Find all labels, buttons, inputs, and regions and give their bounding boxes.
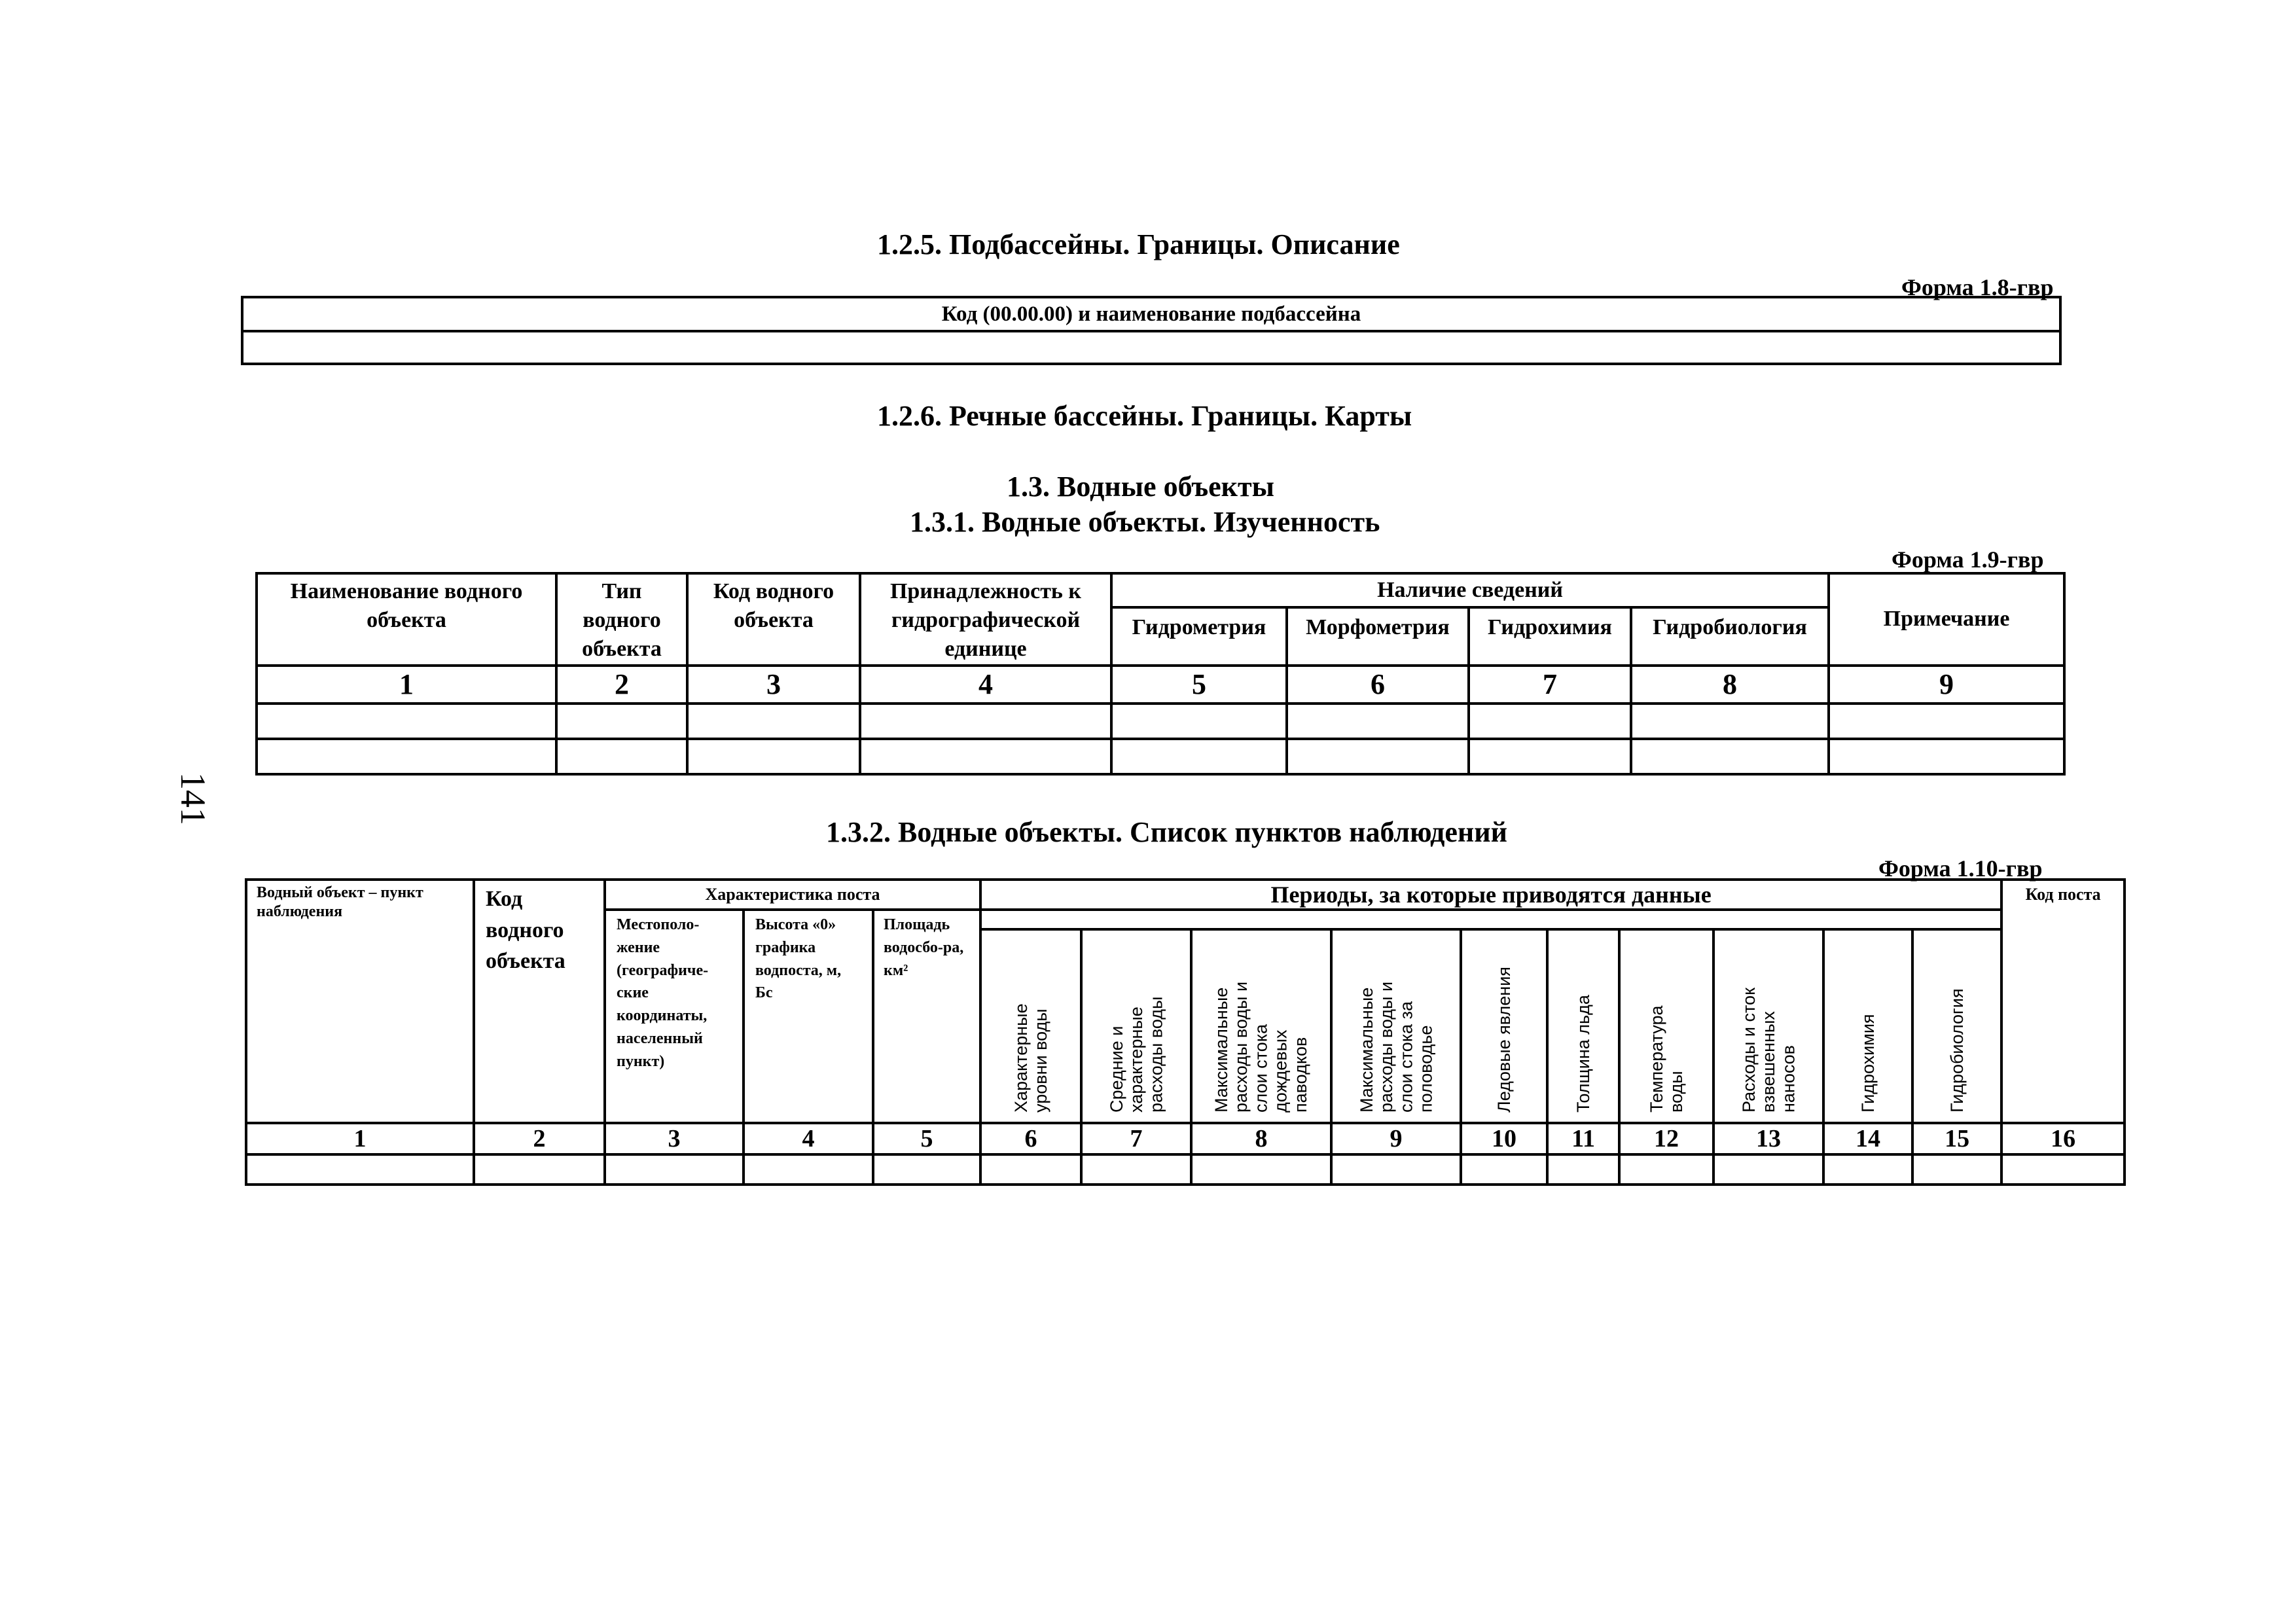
header-max-rain-floods: Максимальные расходы воды и слои стока дождевых паводков — [1211, 981, 1311, 1113]
header-ice-phenomena: Ледовые явления — [1494, 967, 1514, 1113]
column-number: 9 — [1829, 666, 2064, 704]
column-number: 2 — [556, 666, 687, 704]
column-number: 4 — [744, 1123, 873, 1154]
table-form-1-9 — [255, 572, 2066, 776]
table-row — [246, 1154, 2125, 1185]
header-avg-discharges: Средние и характерные расходы воды — [1106, 996, 1166, 1113]
header-post-code: Код поста — [2001, 880, 2125, 1123]
header-water-levels: Характерные уровни воды — [1011, 1003, 1051, 1113]
column-number: 4 — [860, 666, 1111, 704]
column-number: 7 — [1469, 666, 1631, 704]
column-number: 3 — [687, 666, 860, 704]
section-1-2-5-title: 1.2.5. Подбассейны. Границы. Описание — [877, 228, 1400, 260]
column-number: 11 — [1547, 1123, 1619, 1154]
section-1-3-1-title: 1.3.1. Водные объекты. Изученность — [910, 506, 1380, 538]
column-number: 8 — [1191, 1123, 1331, 1154]
header-availability: Наличие сведений — [1111, 573, 1829, 607]
header-max-spring-flood: Максимальные расходы воды и слои стока за половодье — [1356, 981, 1436, 1113]
header-ice-thickness: Толщина льда — [1573, 995, 1593, 1113]
column-number: 1 — [246, 1123, 474, 1154]
table-form-1-10 — [245, 878, 2126, 1186]
header-hydrobiology: Гидробиология — [1946, 988, 1967, 1113]
header-note: Примечание — [1829, 573, 2064, 666]
header-water-temperature: Температура воды — [1646, 1005, 1687, 1113]
table-row — [257, 704, 2064, 739]
column-number: 15 — [1912, 1123, 2001, 1154]
header-height: Высота «0» графика водпоста, м, Бс — [744, 910, 873, 1123]
header-subbasin-code-name: Код (00.00.00) и наименование подбассейна — [242, 297, 2060, 331]
column-number: 1 — [257, 666, 556, 704]
form-1-9-label: Форма 1.9-гвр — [1892, 546, 2044, 573]
header-location: Местополо-жение (географиче-ские координаты, населенный пункт) — [605, 910, 744, 1123]
column-number: 5 — [1111, 666, 1287, 704]
header-hydrobiology: Гидробиология — [1631, 607, 1829, 666]
header-object-name: Наименование водного объекта — [257, 573, 556, 666]
header-suspended-sediment: Расходы и сток взвешенных наносов — [1738, 988, 1799, 1113]
column-number: 16 — [2001, 1123, 2125, 1154]
column-number: 6 — [1287, 666, 1469, 704]
header-hydrometry: Гидрометрия — [1111, 607, 1287, 666]
column-number: 10 — [1461, 1123, 1547, 1154]
header-object-type: Тип водного объекта — [556, 573, 687, 666]
column-number: 7 — [1081, 1123, 1191, 1154]
form-1-8-label: Форма 1.8-гвр — [1901, 274, 2054, 300]
column-number: 5 — [873, 1123, 980, 1154]
header-area: Площадь водосбо-ра, км² — [873, 910, 980, 1123]
column-number: 13 — [1713, 1123, 1823, 1154]
section-1-3-title: 1.3. Водные объекты — [1007, 471, 1274, 503]
column-number: 2 — [474, 1123, 605, 1154]
header-object-code: Код водного объекта — [474, 880, 605, 1123]
header-hydrochemistry: Гидрохимия — [1469, 607, 1631, 666]
column-number: 6 — [980, 1123, 1081, 1154]
column-number: 8 — [1631, 666, 1829, 704]
column-number: 12 — [1619, 1123, 1713, 1154]
section-1-3-2-title: 1.3.2. Водные объекты. Список пунктов наблюдений — [826, 816, 1507, 848]
header-morphometry: Морфометрия — [1287, 607, 1469, 666]
header-post-characteristic: Характеристика поста — [605, 880, 980, 910]
header-object-code: Код водного объекта — [687, 573, 860, 666]
page-number: 141 — [173, 772, 213, 825]
table-row — [242, 331, 2060, 364]
header-object-point: Водный объект – пункт наблюдения — [246, 880, 474, 1123]
column-number: 14 — [1823, 1123, 1912, 1154]
table-row — [257, 739, 2064, 774]
form-1-10-label: Форма 1.10-гвр — [1878, 855, 2043, 882]
column-number: 3 — [605, 1123, 744, 1154]
header-hydrochemistry: Гидрохимия — [1857, 1014, 1878, 1113]
header-periods: Периоды, за которые приводятся данные — [980, 880, 2001, 910]
column-number: 9 — [1331, 1123, 1461, 1154]
section-1-2-6-title: 1.2.6. Речные бассейны. Границы. Карты — [877, 400, 1412, 432]
header-affiliation: Принадлежность к гидрографической единице — [860, 573, 1111, 666]
table-form-1-8 — [241, 296, 2062, 365]
